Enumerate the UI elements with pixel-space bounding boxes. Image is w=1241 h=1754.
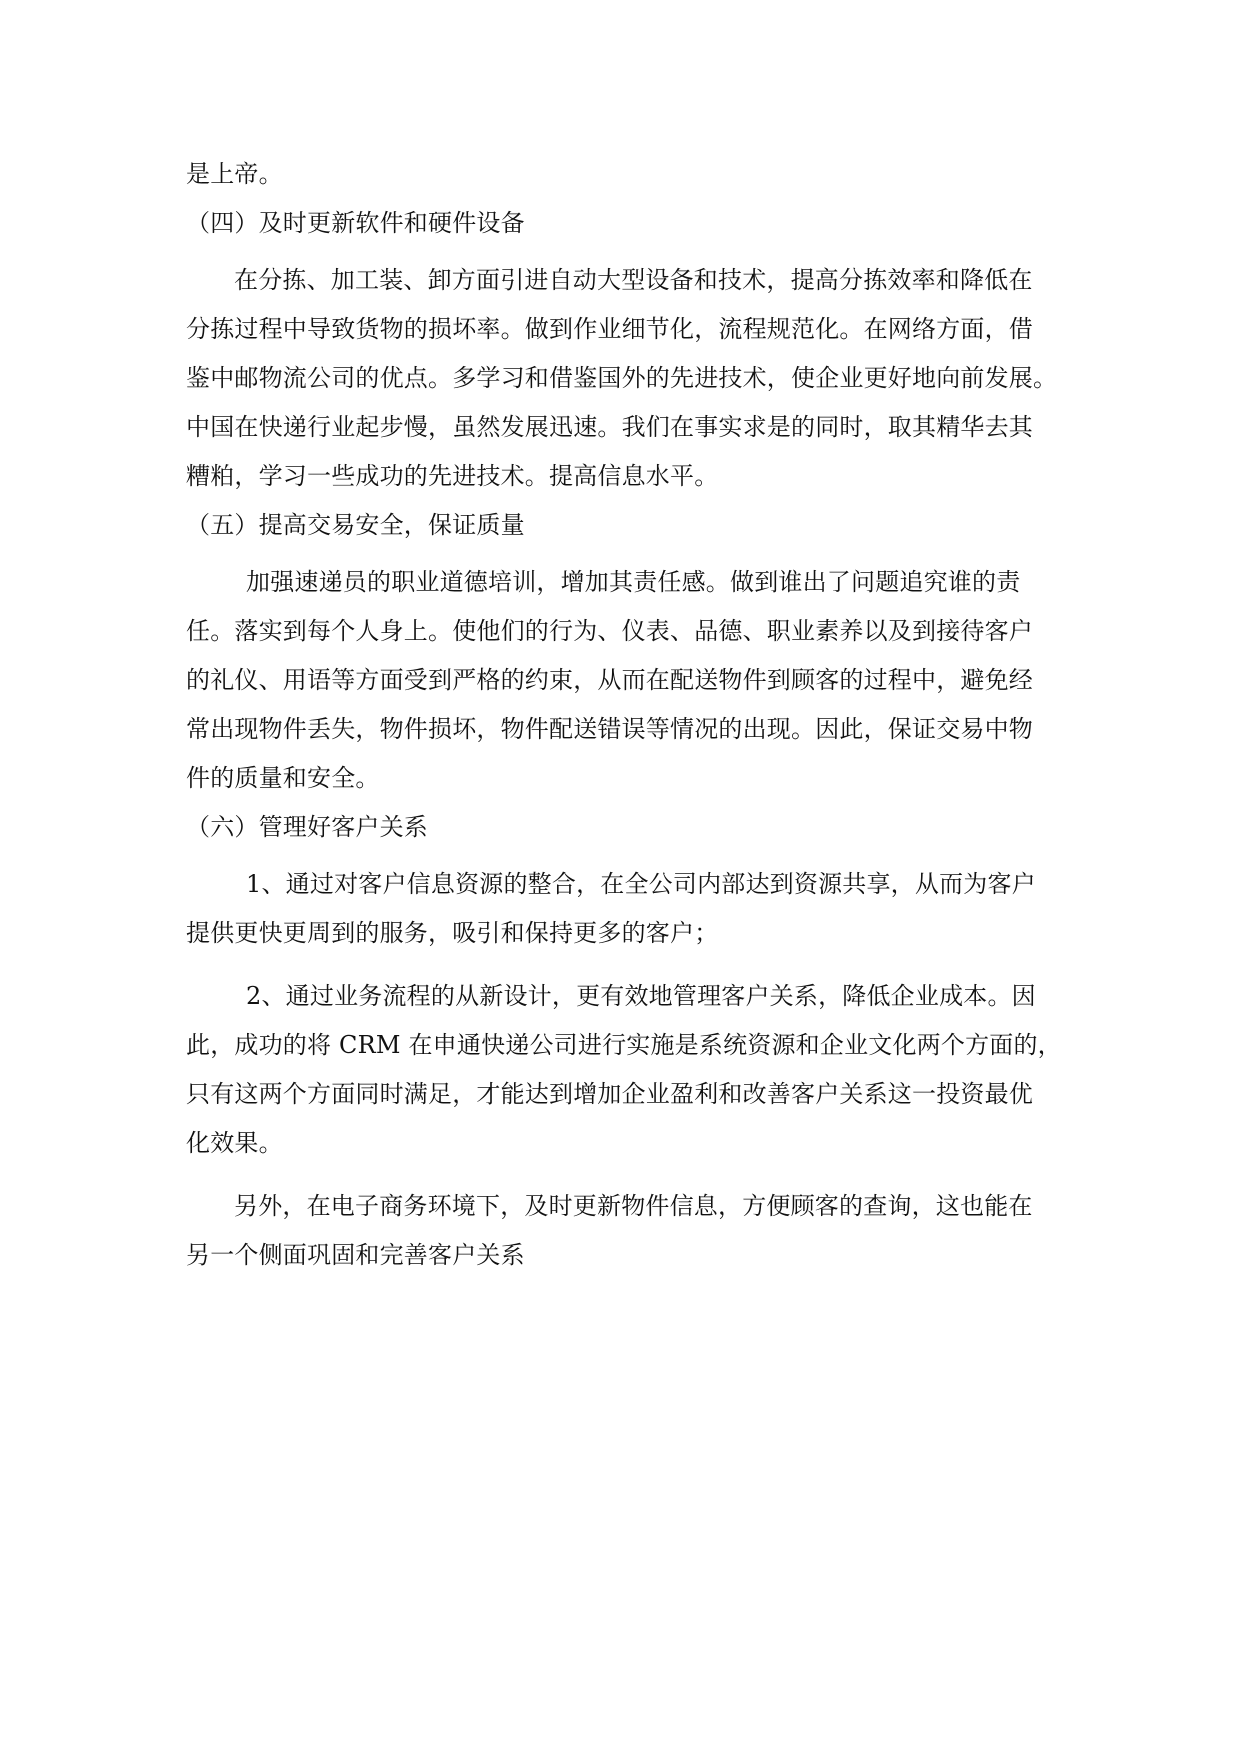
text-line: 此，成功的将 CRM 在申通快递公司进行实施是系统资源和企业文化两个方面的， <box>186 1031 1062 1059</box>
text-line: 另一个侧面巩固和完善客户关系 <box>186 1241 525 1269</box>
text-line: 中国在快递行业起步慢，虽然发展迅速。我们在事实求是的同时，取其精华去其 <box>186 413 1033 441</box>
text-line: 件的质量和安全。 <box>186 764 380 792</box>
text-line: 鉴中邮物流公司的优点。多学习和借鉴国外的先进技术，使企业更好地向前发展。 <box>186 364 1058 392</box>
text-line: 分拣过程中导致货物的损坏率。做到作业细节化，流程规范化。在网络方面，借 <box>186 315 1033 343</box>
section-heading-4: （四）及时更新软件和硬件设备 <box>186 209 525 237</box>
text-line: 是上帝。 <box>186 160 283 188</box>
text-line: 加强速递员的职业道德培训，增加其责任感。做到谁出了问题追究谁的责 <box>246 568 1021 596</box>
text-line: 在分拣、加工装、卸方面引进自动大型设备和技术，提高分拣效率和降低在 <box>234 266 1033 294</box>
text-line: 只有这两个方面同时满足，才能达到增加企业盈利和改善客户关系这一投资最优 <box>186 1080 1033 1108</box>
section-heading-6: （六）管理好客户关系 <box>186 813 428 841</box>
text-line: 另外，在电子商务环境下，及时更新物件信息，方便顾客的查询，这也能在 <box>234 1192 1033 1220</box>
text-line: 任。落实到每个人身上。使他们的行为、仪表、品德、职业素养以及到接待客户 <box>186 617 1033 645</box>
text-line: 2、通过业务流程的从新设计，更有效地管理客户关系，降低企业成本。因 <box>246 982 1036 1010</box>
text-line: 提供更快更周到的服务，吸引和保持更多的客户； <box>186 919 719 947</box>
text-line: 的礼仪、用语等方面受到严格的约束，从而在配送物件到顾客的过程中，避免经 <box>186 666 1033 694</box>
section-heading-5: （五）提高交易安全，保证质量 <box>186 511 525 539</box>
text-line: 糟粕，学习一些成功的先进技术。提高信息水平。 <box>186 462 719 490</box>
document-body <box>186 150 1062 1280</box>
text-line: 化效果。 <box>186 1129 283 1157</box>
text-line: 1、通过对客户信息资源的整合，在全公司内部达到资源共享，从而为客户 <box>246 870 1036 898</box>
text-line: 常出现物件丢失，物件损坏，物件配送错误等情况的出现。因此，保证交易中物 <box>186 715 1033 743</box>
